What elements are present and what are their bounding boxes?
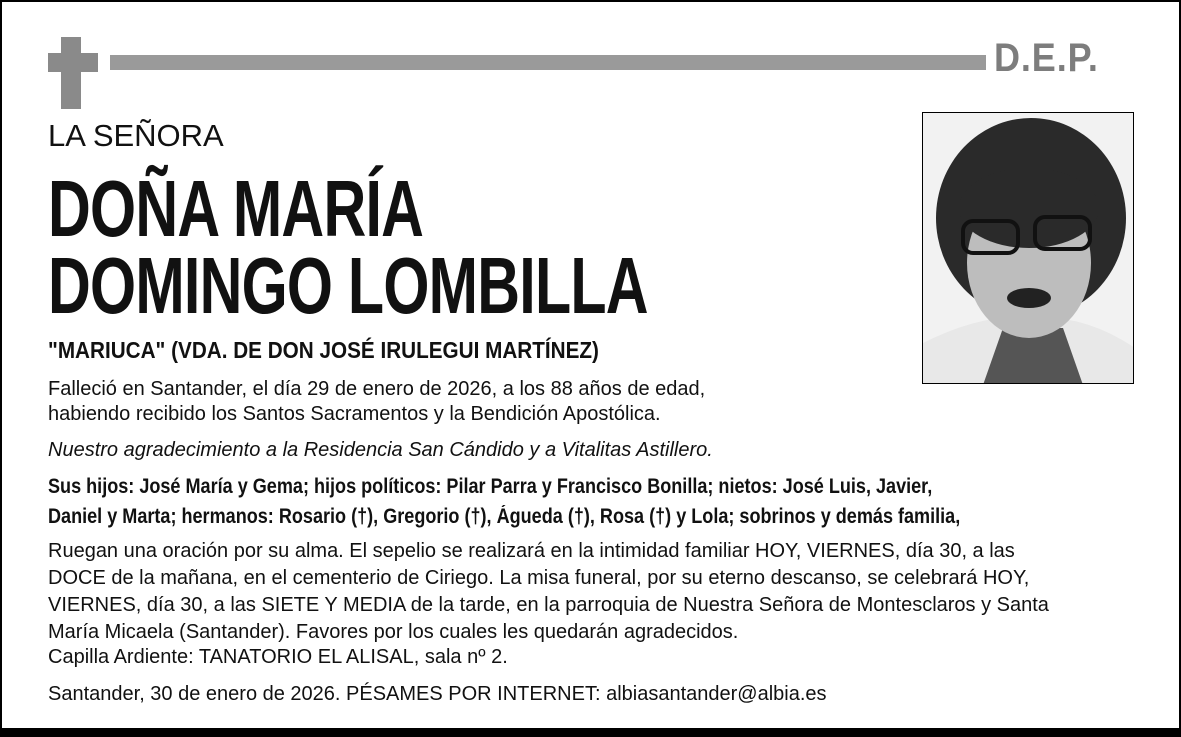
death-text: Falleció en Santander, el día 29 de enero de 2026, a los 88 años de edad, (48, 378, 706, 400)
death-text: habiendo recibido los Santos Sacramentos y la Bendición Apostólica. (48, 403, 661, 425)
footer-text: Santander, 30 de enero de 2026. PÉSAMES POR INTERNET: albiasantander@albia.es (48, 683, 827, 705)
service-text: VIERNES, día 30, a las SIETE Y MEDIA de la tarde, en la parroquia de Nuestra Señora de Montesclaros y Santa (48, 594, 1049, 616)
header-rule (110, 55, 986, 70)
cross-icon-arm (48, 53, 98, 72)
service-text: Ruegan una oración por su alma. El sepelio se realizará en la intimidad familiar HOY, VIERNES, día 30, a las (48, 540, 1015, 562)
deceased-name-line2: DOMINGO LOMBILLA (48, 241, 648, 330)
family-text: Sus hijos: José María y Gema; hijos políticos: Pilar Parra y Francisco Bonilla; nietos: José Luis, Javier, (48, 475, 933, 498)
dep-label: D.E.P. (994, 36, 1099, 80)
portrait-photo (922, 112, 1134, 384)
service-text: Capilla Ardiente: TANATORIO EL ALISAL, sala nº 2. (48, 646, 508, 668)
thanks-text: Nuestro agradecimiento a la Residencia San Cándido y a Vitalitas Astillero. (48, 439, 713, 461)
deceased-name-line1: DOÑA MARÍA (48, 164, 424, 253)
service-text: María Micaela (Santander). Favores por los cuales les quedarán agradecidos. (48, 621, 739, 643)
title-prefix: LA SEÑORA (48, 118, 224, 153)
service-text: DOCE de la mañana, en el cementerio de Ciriego. La misa funeral, por su eterno descanso, se celebrará HOY, (48, 567, 1030, 589)
subtitle: "MARIUCA" (VDA. DE DON JOSÉ IRULEGUI MARTÍNEZ) (48, 337, 599, 363)
cross-icon (61, 37, 81, 109)
family-text: Daniel y Marta; hermanos: Rosario (†), Gregorio (†), Águeda (†), Rosa (†) y Lola; sobrinos y demás familia, (48, 505, 961, 528)
